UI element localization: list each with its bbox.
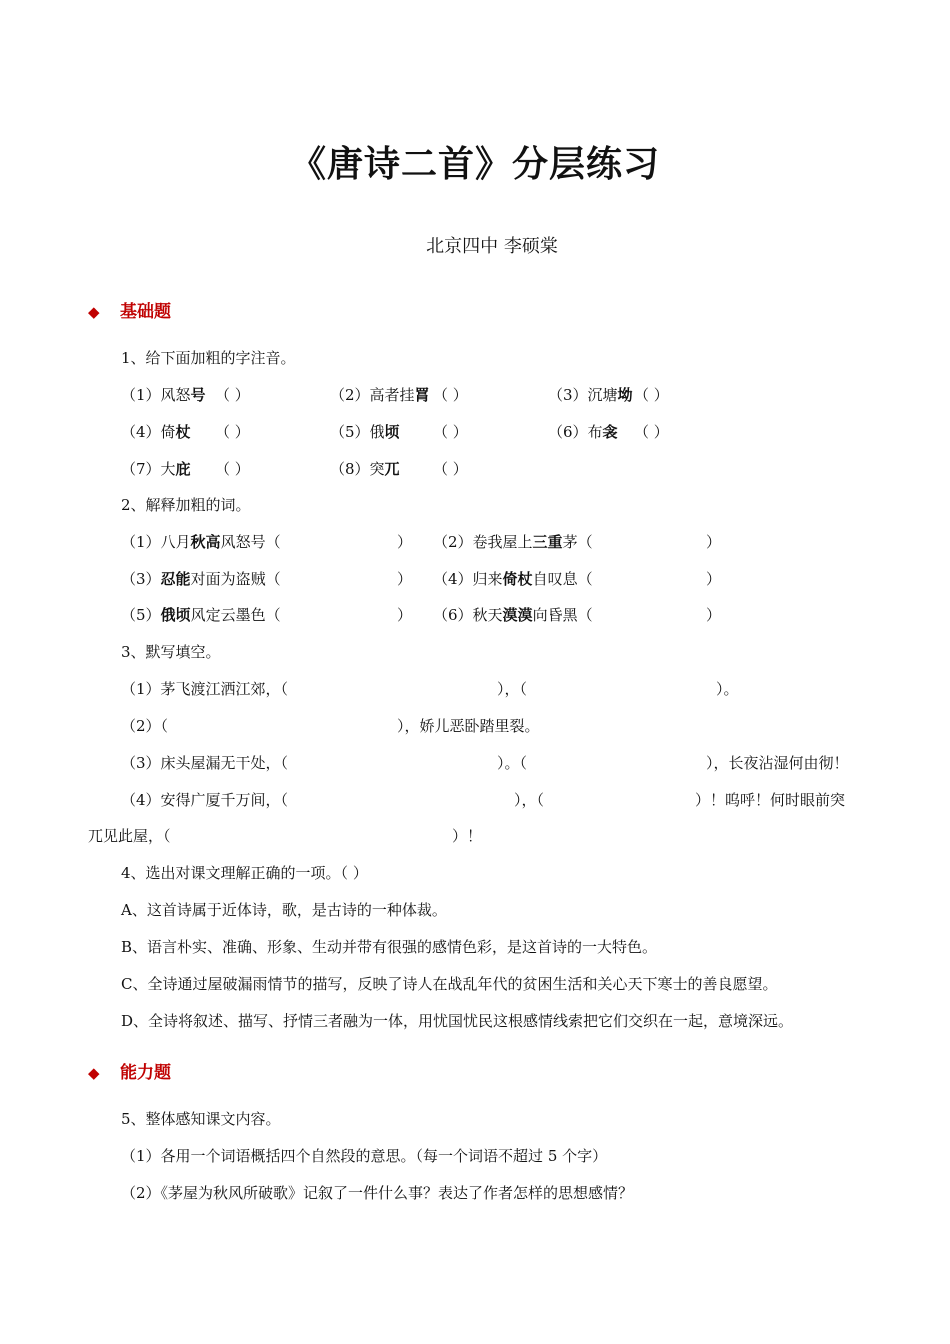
q2-item-4: （4）归来倚杖自叹息（ — [433, 570, 593, 588]
q3-line-1-c: ）。 — [716, 680, 739, 698]
diamond-bullet-icon: ◆ — [88, 303, 100, 321]
q3-line-2-a: （2）（ — [121, 717, 169, 735]
q2-item-6: （6）秋天漠漠向昏黑（ — [433, 606, 593, 624]
q2-item-5: （5）俄顷风定云墨色（ — [121, 606, 281, 624]
section-title: 能力题 — [120, 1063, 171, 1083]
section-heading-basic — [88, 297, 171, 322]
q2-item-1-close: ） — [397, 533, 413, 551]
q4-option-c[interactable]: C、全诗通过屋破漏雨情节的描写，反映了诗人在战乱年代的贫困生活和关心天下寒士的善良愿望。 — [121, 975, 778, 993]
q4-option-b[interactable]: B、语言朴实、准确、形象、生动并带有很强的感情色彩，是这首诗的一大特色。 — [121, 938, 658, 956]
question-2-stem: 2、解释加粗的词。 — [121, 496, 251, 514]
q5-sub-2: （2）《茅屋为秋风所破歌》记叙了一件什么事？表达了作者怎样的思想感情？ — [121, 1184, 634, 1202]
q1-item-3: （3）沉塘坳 — [548, 386, 633, 404]
q3-line-4-c: ）！呜呼！何时眼前突 — [695, 791, 846, 809]
q3-line-5-a: 兀见此屋，（ — [88, 827, 171, 845]
q1-item-6-blank[interactable]: （ ） — [634, 423, 669, 441]
question-4-stem: 4、选出对课文理解正确的一项。（ ） — [121, 864, 368, 882]
q1-item-8-blank[interactable]: （ ） — [433, 460, 468, 478]
q5-sub-1: （1）各用一个词语概括四个自然段的意思。（每一个词语不超过 5 个字） — [121, 1147, 608, 1165]
q2-item-2-close: ） — [706, 533, 722, 551]
q3-line-3-a: （3）床头屋漏无干处，（ — [121, 754, 289, 772]
q1-item-5: （5）俄顷 — [330, 423, 400, 441]
q3-line-5-b: ）！ — [452, 827, 483, 845]
q2-item-1: （1）八月秋高风怒号（ — [121, 533, 281, 551]
q1-item-4-blank[interactable]: （ ） — [215, 423, 250, 441]
question-5-stem: 5、整体感知课文内容。 — [121, 1110, 281, 1128]
section-title: 基础题 — [120, 302, 171, 322]
q3-line-1-a: （1）茅飞渡江洒江郊，（ — [121, 680, 289, 698]
q2-item-5-close: ） — [397, 606, 413, 624]
q3-line-3-b: ）。（ — [497, 754, 528, 772]
q3-line-4-b: ），（ — [514, 791, 545, 809]
author-line: 北京四中 李硕棠 — [426, 236, 558, 257]
q3-line-1-b: ），（ — [497, 680, 528, 698]
q1-item-1: （1）风怒号 — [121, 386, 206, 404]
q1-item-2-blank[interactable]: （ ） — [433, 386, 468, 404]
q1-item-2: （2）高者挂罥 — [330, 386, 430, 404]
question-3-stem: 3、默写填空。 — [121, 643, 221, 661]
q1-item-7: （7）大庇 — [121, 460, 191, 478]
q1-item-6: （6）布衾 — [548, 423, 618, 441]
q1-item-5-blank[interactable]: （ ） — [433, 423, 468, 441]
diamond-bullet-icon: ◆ — [88, 1064, 100, 1082]
q1-item-4: （4）倚杖 — [121, 423, 191, 441]
q1-item-7-blank[interactable]: （ ） — [215, 460, 250, 478]
section-heading-ability — [88, 1058, 171, 1083]
q4-option-d[interactable]: D、全诗将叙述、描写、抒情三者融为一体，用忧国忧民这根感情线索把它们交织在一起，意境深远。 — [121, 1012, 794, 1030]
q1-item-3-blank[interactable]: （ ） — [634, 386, 669, 404]
q2-item-3: （3）忍能对面为盗贼（ — [121, 570, 281, 588]
q2-item-3-close: ） — [397, 570, 413, 588]
q3-line-2-b: ），娇儿恶卧踏里裂。 — [397, 717, 540, 735]
page-title: 《唐诗二首》分层练习 — [289, 144, 660, 185]
q4-option-a[interactable]: A、这首诗属于近体诗，歌，是古诗的一种体裁。 — [121, 901, 447, 919]
q2-item-2: （2）卷我屋上三重茅（ — [433, 533, 593, 551]
q2-item-6-close: ） — [706, 606, 722, 624]
question-1-stem: 1、给下面加粗的字注音。 — [121, 349, 296, 367]
q1-item-8: （8）突兀 — [330, 460, 400, 478]
q1-item-1-blank[interactable]: （ ） — [215, 386, 250, 404]
q2-item-4-close: ） — [706, 570, 722, 588]
q3-line-3-c: ），长夜沾湿何由彻！ — [706, 754, 849, 772]
q3-line-4-a: （4）安得广厦千万间，（ — [121, 791, 289, 809]
